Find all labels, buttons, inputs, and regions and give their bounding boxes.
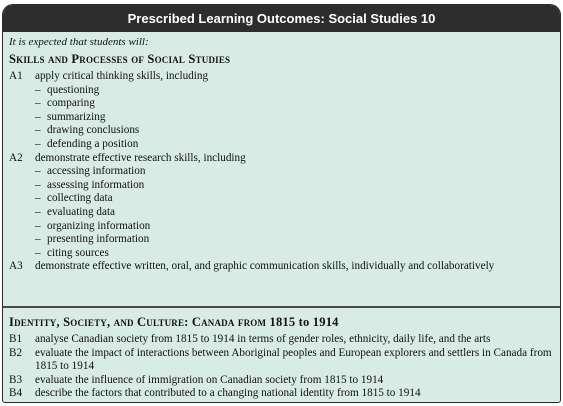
dash-marker: – (35, 178, 41, 191)
list-item: – questioning (35, 83, 100, 96)
outcome-a2 (9, 152, 554, 166)
dash-marker: – (35, 83, 41, 96)
list-item: – collecting data (35, 192, 113, 205)
outcome-text: evaluate the impact of interactions between Aboriginal peoples and European explorers and settlers in Canada from 1815 to 1914 (35, 346, 552, 373)
outcome-code: B3 (9, 373, 23, 386)
outcome-text: describe the factors that contributed to a changing national identity from 1815 to 1914 (35, 387, 421, 400)
section-skills-processes (3, 32, 560, 306)
dash-marker: – (35, 165, 41, 178)
dash-marker: – (35, 124, 41, 137)
outcome-code: B4 (9, 387, 23, 400)
dash-marker: – (35, 233, 41, 246)
outcome-b2 (9, 347, 554, 374)
outcome-text: apply critical thinking skills, including (35, 70, 209, 82)
list-item: – assessing information (35, 178, 145, 191)
list-item: – summarizing (35, 110, 106, 123)
outcome-a3 (9, 260, 554, 274)
outcome-text: analyse Canadian society from 1815 to 1914 in terms of gender roles, ethnicity, daily life, and the arts (35, 333, 491, 345)
subitem-list-a2 (9, 165, 554, 260)
list-item: – evaluating data (35, 205, 116, 218)
outcome-text: evaluate the influence of immigration on Canadian society from 1815 to 1914 (35, 373, 384, 386)
section-heading-identity: Identity, Society, and Culture: Canada from 1815 to 1914 (9, 315, 339, 329)
learning-outcomes-table (2, 4, 561, 403)
list-item: – defending a position (35, 137, 139, 150)
dash-marker: – (35, 219, 41, 232)
outcome-text: demonstrate effective written, oral, and graphic communication skills, individually and collaboratively (35, 260, 495, 273)
list-item: – accessing information (35, 165, 146, 178)
section-identity-society (3, 308, 560, 401)
dash-marker: – (35, 137, 41, 150)
outcome-b3 (9, 374, 554, 388)
outcome-text: demonstrate effective research skills, including (35, 151, 246, 164)
outcome-b1 (9, 333, 554, 347)
dash-marker: – (35, 192, 41, 205)
list-item: – citing sources (35, 246, 109, 259)
table-title: Prescribed Learning Outcomes: Social Studies 10 (3, 5, 560, 32)
dash-marker: – (35, 97, 41, 110)
list-item: – comparing (35, 97, 95, 110)
dash-marker: – (35, 205, 41, 218)
dash-marker: – (35, 246, 41, 259)
list-item: – drawing conclusions (35, 124, 140, 137)
outcome-code: A1 (9, 70, 23, 82)
intro-text: It is expected that students will: (9, 36, 149, 48)
outcome-code: B2 (9, 346, 23, 359)
outcome-code: A2 (9, 151, 23, 164)
dash-marker: – (35, 110, 41, 123)
outcome-code: B1 (9, 333, 23, 345)
list-item: – presenting information (35, 233, 150, 246)
outcome-b4 (9, 387, 554, 401)
outcome-code: A3 (9, 260, 23, 273)
list-item: – organizing information (35, 219, 151, 232)
outcome-a1 (9, 70, 554, 84)
section-heading-skills: Skills and Processes of Social Studies (9, 52, 231, 66)
subitem-list-a1 (9, 84, 554, 152)
